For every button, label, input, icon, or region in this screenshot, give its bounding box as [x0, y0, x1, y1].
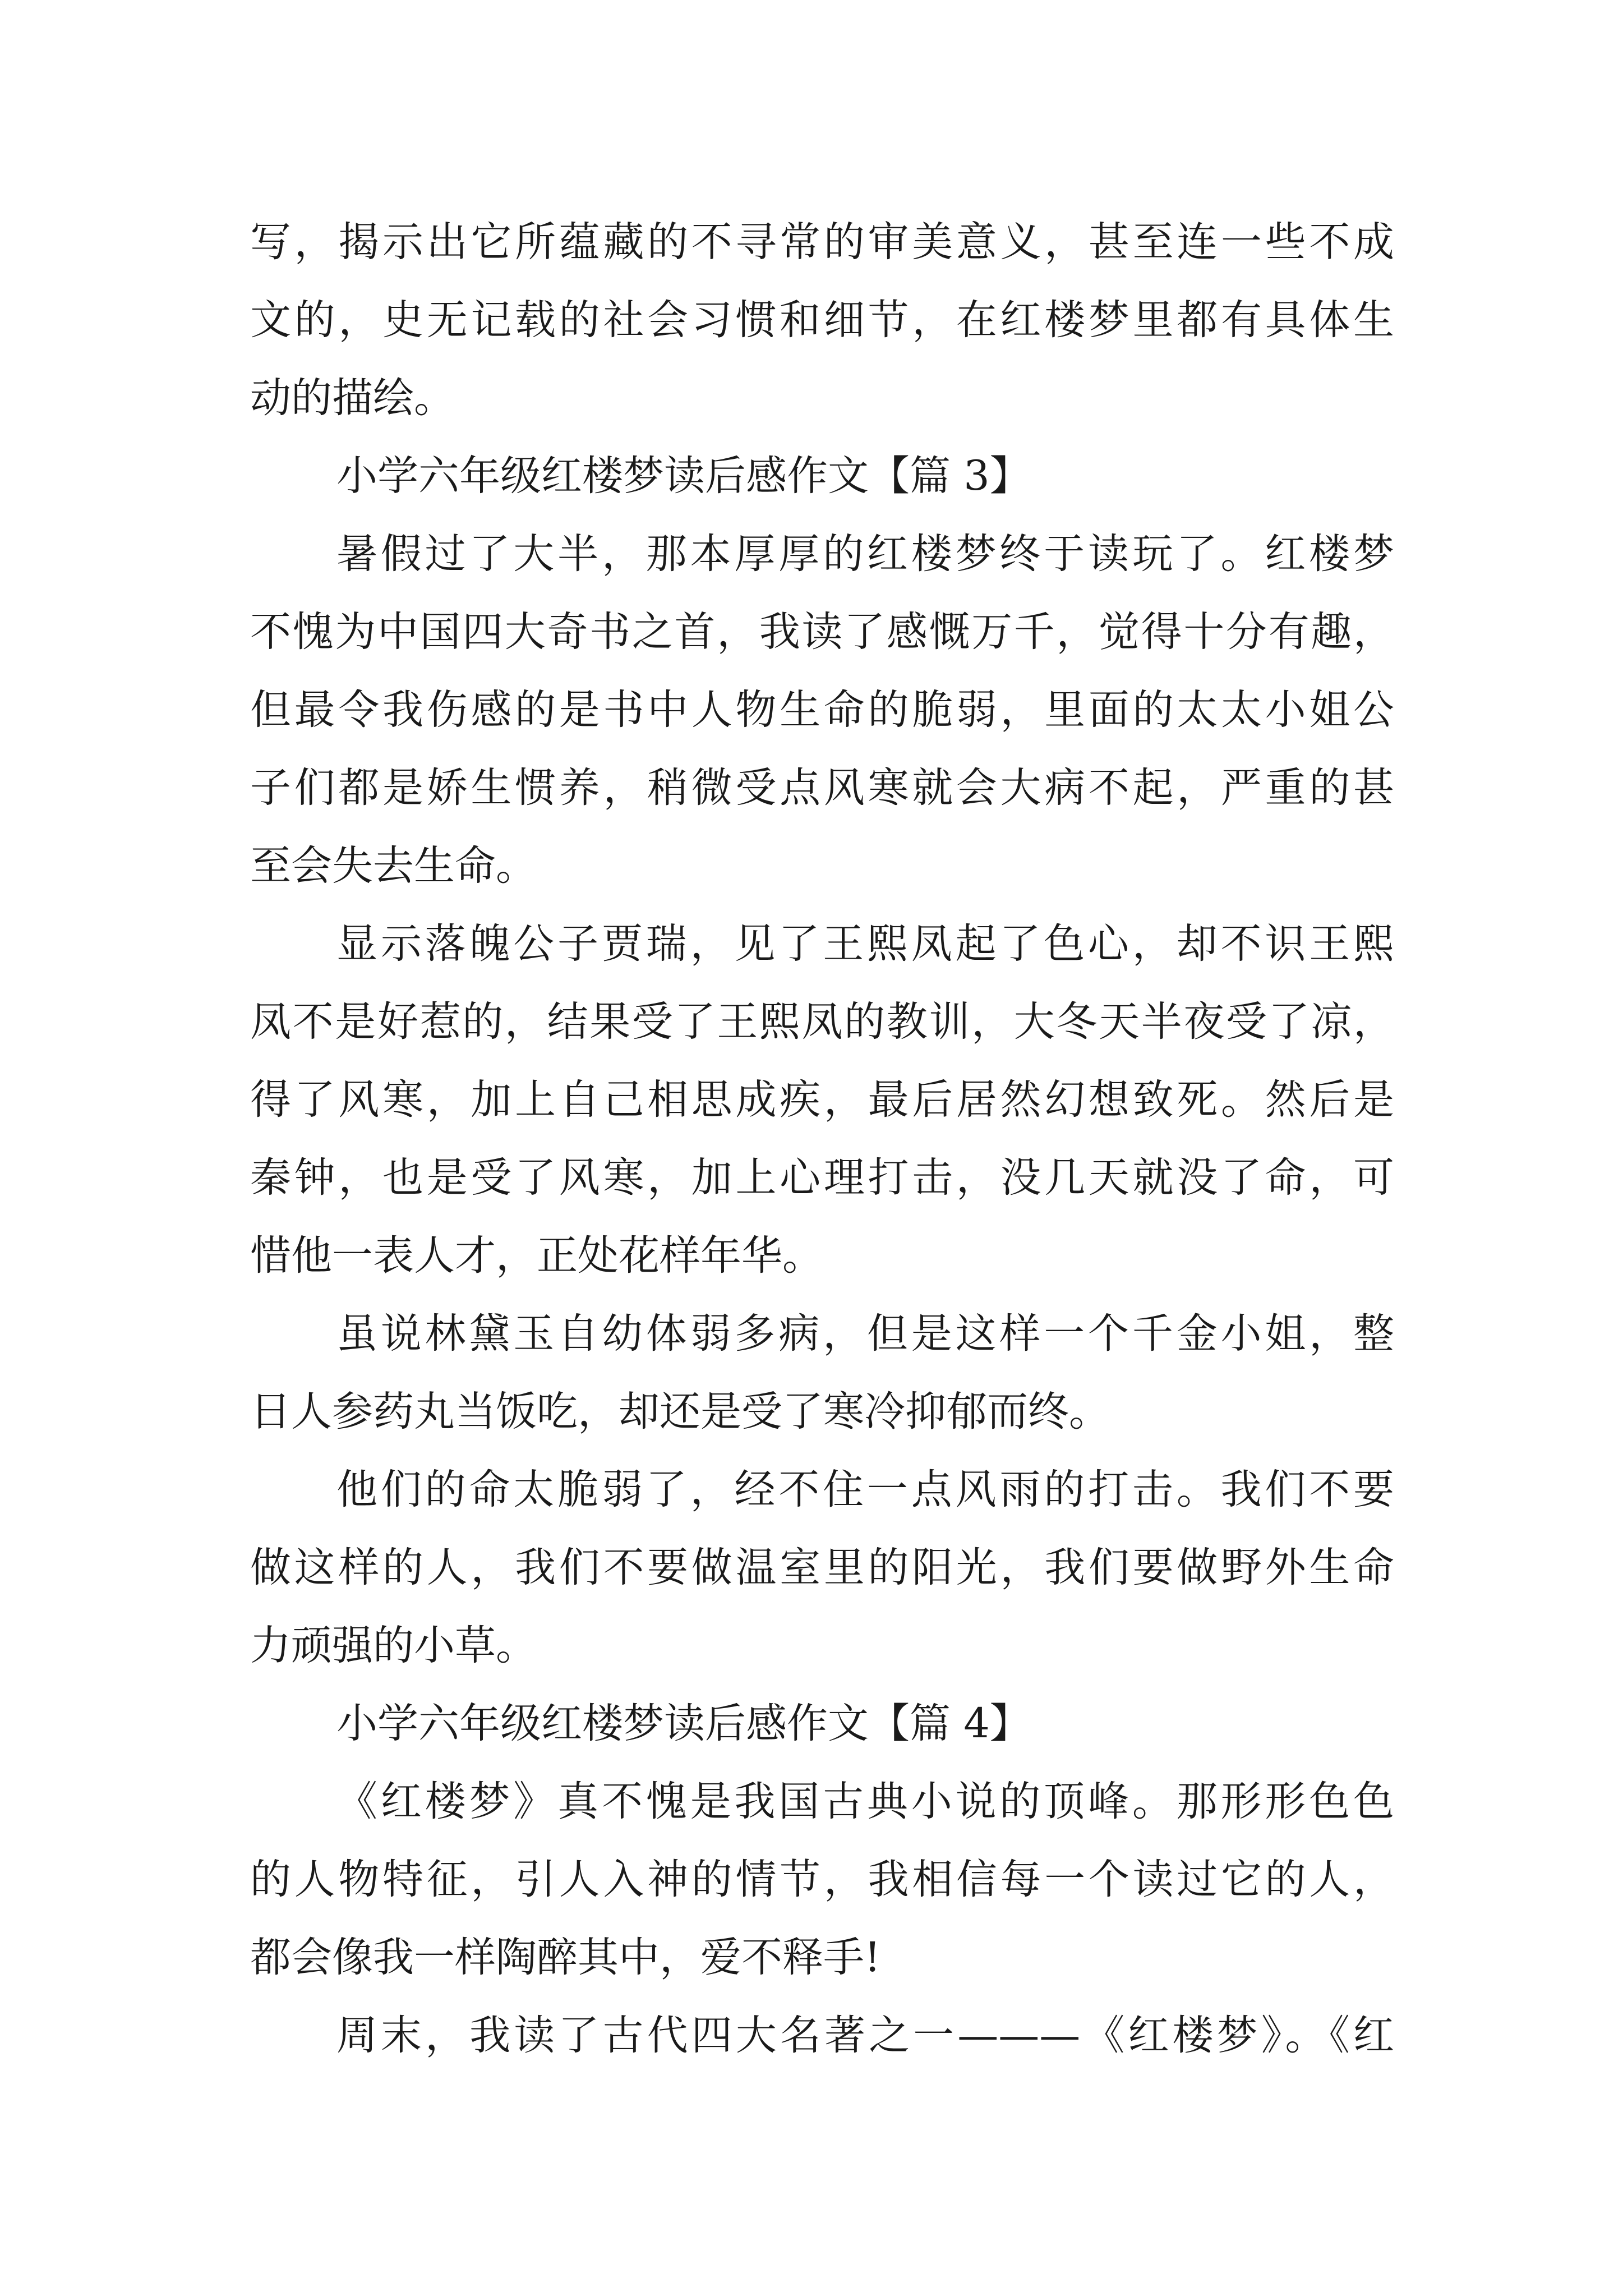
- text-line: 子们都是娇生惯养，稍微受点风寒就会大病不起，严重的甚: [250, 764, 1394, 812]
- text-line: 做这样的人，我们不要做温室里的阳光，我们要做野外生命: [250, 1544, 1394, 1591]
- paragraph-start-line: 显示落魄公子贾瑞，见了王熙凤起了色心，却不识王熙: [336, 920, 1394, 968]
- section-heading: 小学六年级红楼梦读后感作文【篇 4】: [336, 1700, 1031, 1747]
- paragraph-start-line: 周末，我读了古代四大名著之一———《红楼梦》。《红: [336, 2012, 1394, 2059]
- paragraph-start-line: 他们的命太脆弱了，经不住一点风雨的打击。我们不要: [336, 1466, 1394, 1513]
- text-line: 秦钟，也是受了风寒，加上心理打击，没几天就没了命，可: [250, 1154, 1394, 1202]
- text-line: 写，揭示出它所蕴藏的不寻常的审美意义，甚至连一些不成: [250, 218, 1394, 266]
- text-line: 但最令我伤感的是书中人物生命的脆弱，里面的太太小姐公: [250, 686, 1394, 734]
- document-body: [250, 203, 1394, 2074]
- text-line: 文的，史无记载的社会习惯和细节，在红楼梦里都有具体生: [250, 296, 1394, 344]
- text-line: 动的描绘。: [250, 374, 455, 422]
- text-line: 不愧为中国四大奇书之首，我读了感慨万千，觉得十分有趣，: [250, 608, 1394, 656]
- text-line: 的人物特征，引人入神的情节，我相信每一个读过它的人，: [250, 1856, 1394, 1903]
- paragraph-start-line: 虽说林黛玉自幼体弱多病，但是这样一个千金小姐，整: [336, 1310, 1394, 1358]
- text-line: 都会像我一样陶醉其中，爱不释手!: [250, 1934, 881, 1981]
- text-line: 力顽强的小草。: [250, 1622, 537, 1669]
- paragraph-start-line: 暑假过了大半，那本厚厚的红楼梦终于读玩了。红楼梦: [336, 530, 1394, 578]
- text-line: 至会失去生命。: [250, 842, 537, 890]
- text-line: 得了风寒，加上自己相思成疾，最后居然幻想致死。然后是: [250, 1076, 1394, 1124]
- text-line: 惜他一表人才，正处花样年华。: [250, 1232, 823, 1280]
- section-heading: 小学六年级红楼梦读后感作文【篇 3】: [336, 452, 1031, 500]
- paragraph-start-line: 《红楼梦》真不愧是我国古典小说的顶峰。那形形色色: [336, 1778, 1394, 1825]
- text-line: 日人参药丸当饭吃，却还是受了寒冷抑郁而终。: [250, 1388, 1110, 1435]
- text-line: 凤不是好惹的，结果受了王熙凤的教训，大冬天半夜受了凉，: [250, 998, 1394, 1046]
